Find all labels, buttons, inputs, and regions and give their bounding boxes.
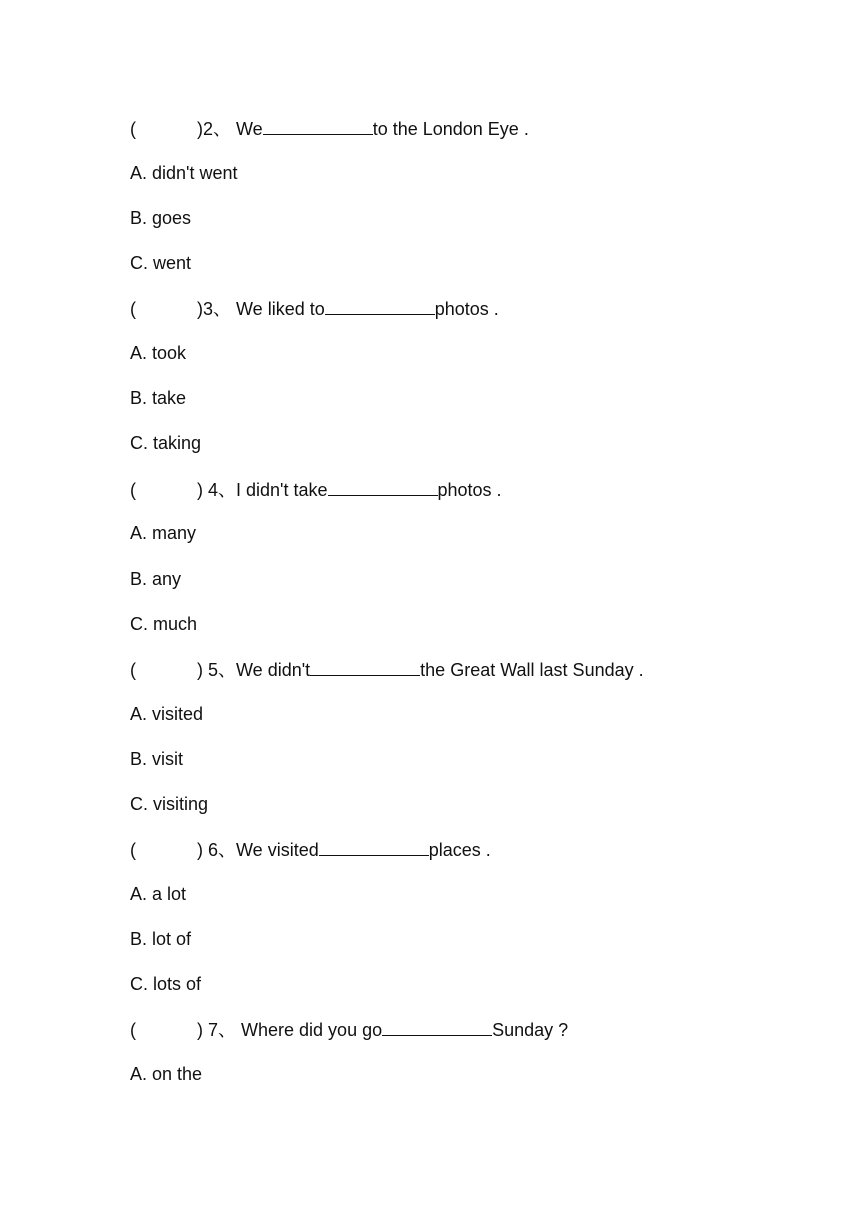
question-stem-start: We	[231, 119, 263, 139]
question-stem-start: We visited	[236, 840, 319, 860]
question-stem-end: the Great Wall last Sunday .	[420, 660, 644, 680]
option-b: B. any	[130, 569, 182, 589]
answer-blank[interactable]	[382, 1018, 492, 1036]
option-a: A. took	[130, 343, 187, 363]
option-c: C. lots of	[130, 974, 202, 994]
question-number: ) 5、	[197, 660, 237, 680]
question-number: )2、	[197, 119, 232, 139]
answer-blank[interactable]	[310, 658, 420, 676]
answer-paren: (	[130, 480, 136, 500]
answer-paren: (	[130, 840, 136, 860]
option-b: B. lot of	[130, 929, 192, 949]
answer-paren: (	[130, 299, 136, 319]
question-number: ) 4、	[197, 480, 237, 500]
question-stem-end: photos .	[437, 480, 502, 500]
question-stem-start: We didn't	[236, 660, 311, 680]
option-c: C. went	[130, 253, 192, 273]
option-c: C. much	[130, 614, 198, 634]
question-stem-start: We liked to	[231, 299, 325, 319]
question-number: )3、	[197, 299, 232, 319]
option-a: A. many	[130, 523, 197, 543]
question-stem-start: Where did you go	[236, 1020, 383, 1040]
option-a: A. didn't went	[130, 163, 238, 183]
option-a: A. on the	[130, 1064, 203, 1084]
option-a: A. a lot	[130, 884, 187, 904]
question-number: ) 6、	[197, 840, 237, 860]
option-c: C. taking	[130, 433, 202, 453]
option-a: A. visited	[130, 704, 204, 724]
question-2	[130, 117, 529, 140]
question-stem-end: to the London Eye .	[372, 119, 529, 139]
question-3	[130, 297, 499, 320]
question-7	[130, 1018, 568, 1041]
answer-blank[interactable]	[328, 478, 438, 496]
question-4	[130, 478, 502, 501]
answer-blank[interactable]	[263, 117, 373, 135]
answer-blank[interactable]	[325, 297, 435, 315]
answer-blank[interactable]	[319, 838, 429, 856]
answer-paren: (	[130, 1020, 136, 1040]
question-6	[130, 838, 491, 861]
question-stem-start: I didn't take	[236, 480, 328, 500]
option-b: B. goes	[130, 208, 192, 228]
question-stem-end: photos .	[434, 299, 499, 319]
option-b: B. visit	[130, 749, 184, 769]
answer-paren: (	[130, 660, 136, 680]
question-5	[130, 658, 644, 681]
question-number: ) 7、	[197, 1020, 237, 1040]
option-c: C. visiting	[130, 794, 209, 814]
question-stem-end: Sunday ?	[492, 1020, 569, 1040]
question-stem-end: places .	[428, 840, 491, 860]
option-b: B. take	[130, 388, 187, 408]
answer-paren: (	[130, 119, 136, 139]
